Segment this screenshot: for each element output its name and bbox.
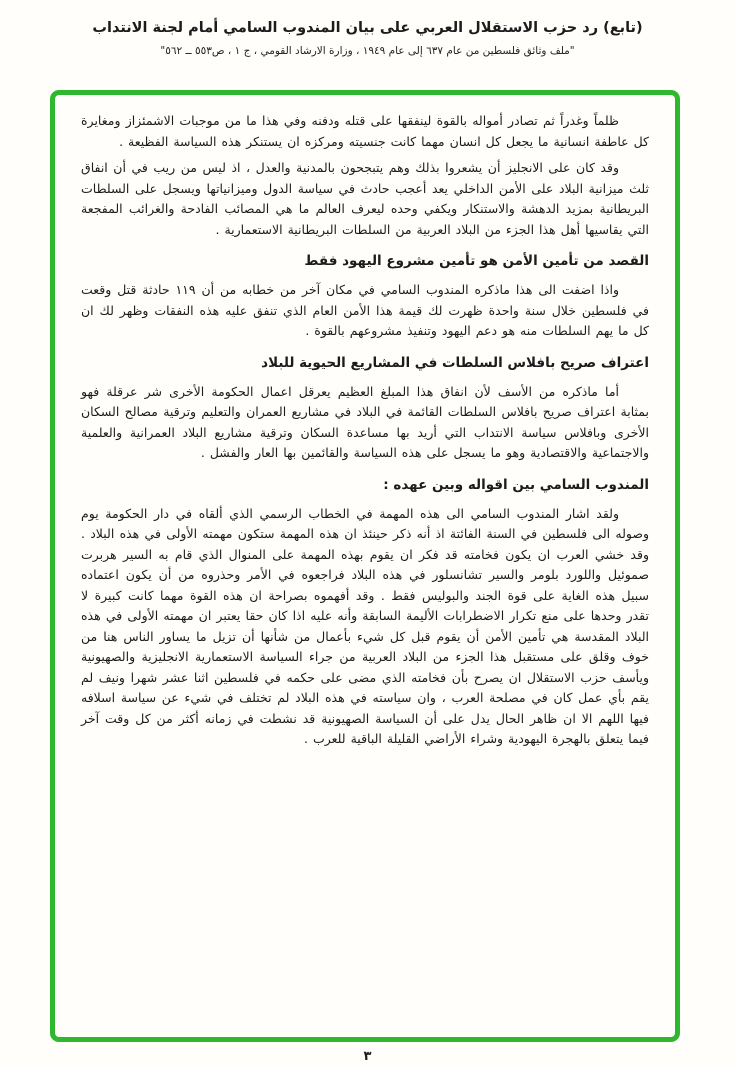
paragraph-4: أما ماذكره من الأسف لأن انفاق هذا المبلغ العظيم يعرقل اعمال الحكومة الأخرى شر عرقلة فهو بمثابة اعتراف صريح بافلاس السلطات القائمة في البلاد في مشاريع العمران والتعليم وترقية مصالح السكان الأخرى وبافلاس سياسة الانتداب التي أريد بها مساعدة السكان وترقية مشاريع البلاد العمرانية والعلمية والاجتماعية والاقتصادية وهو ما يسجل على هذه السياسة والقائمين بها العار والفشل . bbox=[81, 383, 649, 460]
section-heading-3: المندوب السامي بين اقواله وبين عهده : bbox=[383, 476, 649, 493]
document-title: (تابع) رد حزب الاستقلال العربي على بيان المندوب السامي أمام لجنة الانتداب bbox=[92, 20, 643, 36]
paragraph-5: ولقد اشار المندوب السامي الى هذه المهمة في الخطاب الرسمي الذي ألقاه في دار الحكومة يوم وصوله الى فلسطين في السنة الفائتة اذ أنه ذكر حينئذ ان هذه المهمة ستكون مهمته الأولى في هذه البلاد . وقد خشي العرب ان يكون فخامته قد فكر ان يقوم بهذه المهمة على المنوال الذي قام به السير هربرت صموئيل واللورد بلومر والسير تشانسلور في هذه البلاد فراجعوه في الأمر وحذروه من أن يكون اعتماده سبيل هذه الغاية على قوة الجند والبوليس فقط . وقد أفهموه بصراحة ان هذه القوة مهما كانت كبيرة لا تقدر وحدها على منع تكرار الاضطرابات الأليمة السابقة وأنه عليه اذا كان حقا يعتبر ان مهمته الأولى في هذه البلاد المقدسة هي تأمين الأمن أن يقوم قبل كل شيء بأعمال من شأنها أن تزيل ما يساور الناس هنا من خوف وقلق على مستقبل هذا الجزء من البلاد العربية من جراء السياسة الاستعمارية الانجليزية والصهيونية ويأسف حزب الاستقلال ان يصرح بأن فخامته الذي مضى على حكمه في فلسطين اثنا عشر شهرا ونيف لم يقم بأي عمل كان في مصلحة العرب ، وان سياسته في هذه البلاد لم تختلف في شيء عن سياسة اسلافه فيها اللهم الا ان ظاهر الحال يدل على أن السياسة الصهيونية قد نشطت في زمانه أكثر من كل وقت آخر فيما يتعلق بالهجرة اليهودية وشراء الأراضي القليلة الباقية للعرب . bbox=[81, 505, 649, 746]
paragraph-1: ظلماً وغدراً ثم تصادر أمواله بالقوة لينفقها على قتله ودفنه وفي هذا ما من موجبات الاشمئزاز ومغايرة كل عاطفة انسانية ما يجعل كل انسان مهما كانت جنسيته ومركزه ان يستنكر هذه السياسة الفظيعة . bbox=[81, 113, 649, 149]
page-number: ٣ bbox=[363, 1049, 372, 1064]
paragraph-2: وقد كان على الانجليز أن يشعروا بذلك وهم يتبجحون بالمدنية والعدل ، اذ ليس من ريب في أن انفاق ثلث ميزانية البلاد على الأمن الداخلي يعد أعجب حادث في سياسة الدول وميزانياتها ويسجل على السلطات البريطانية بمزيد الدهشة والاستنكار ويكفي وحده ليعرف العالم ما هي المصائب الفادحة والغرائب المفجعة التي يقاسيها أهل هذا الجزء من البلاد العربية من السلطات البريطانية الاستعمارية . bbox=[81, 160, 649, 237]
document-header bbox=[0, 0, 735, 57]
section-heading-1: القصد من تأمين الأمن هو تأمين مشروع اليهود فقط bbox=[304, 253, 649, 269]
page-footer bbox=[0, 1049, 735, 1064]
content-frame bbox=[50, 90, 680, 1042]
paragraph-3: واذا اضفت الى هذا ماذكره المندوب السامي في مكان آخر من خطابه من أن ١١٩ حادثة قتل وقعت في فلسطين خلال سنة واحدة ظهرت لك قيمة هذا الأمن العام الذي تنفق عليه هذه النفقات وظهر لك ان كل ما يهم السلطات منه هو دعم اليهود وتنفيذ مشروعهم بالقوة . bbox=[81, 282, 649, 338]
document-source-line: "ملف وثائق فلسطين من عام ٦٣٧ إلى عام ١٩٤٩ ، وزارة الارشاد القومي ، ج ١ ، ص٥٥٣ ــ ٥٦٢" bbox=[160, 45, 575, 57]
section-heading-2: اعتراف صريح بافلاس السلطات في المشاريع الحيوية للبلاد bbox=[261, 354, 649, 371]
